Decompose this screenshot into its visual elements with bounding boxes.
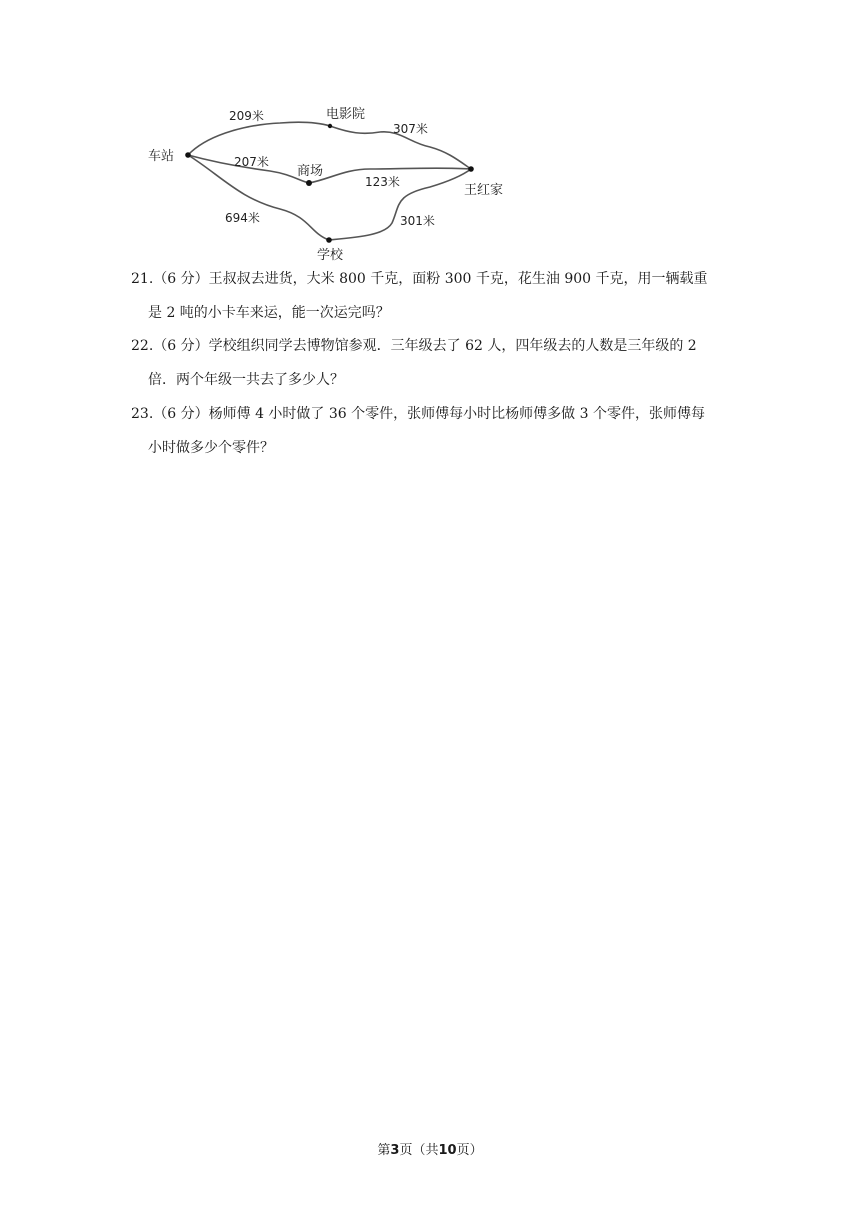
question-score: （6 分） [153,338,209,354]
question-score: （6 分） [153,406,209,422]
route-map-diagram [130,95,530,270]
label-cinema: 电影院 [326,107,366,122]
question-number: 23. [131,406,154,422]
question-text-line1: 学校组织同学去博物馆参观．三年级去了 62 人，四年级去的人数是三年级的 2 [208,338,697,354]
cinema-point [328,124,332,128]
question-text-line1: 杨师傅 4 小时做了 36 个零件，张师傅每小时比杨师傅多做 3 个零件，张师傅每 [208,406,705,422]
road-school-home [329,169,471,240]
school-point [326,237,332,243]
footer-middle: 页（共 [399,1143,439,1158]
label-station: 车站 [148,149,175,164]
page-footer [0,1139,860,1158]
question-22 [131,329,731,397]
distance-station-cinema: 209米 [229,109,264,123]
distance-school-home: 301米 [400,214,435,228]
station-point [185,152,191,158]
footer-page-number: 3 [390,1143,400,1158]
question-text-line2: 倍．两个年级一共去了多少人？ [148,372,344,388]
home-point [468,166,474,172]
footer-prefix: 第 [377,1143,391,1158]
label-school: 学校 [317,248,344,263]
label-wang-home: 王红家 [464,183,504,198]
distance-station-mall: 207米 [234,155,269,169]
question-21 [131,262,731,330]
question-text-line2: 小时做多少个零件？ [148,440,274,456]
mall-point [306,180,312,186]
question-score: （6 分） [153,271,209,287]
question-23 [131,397,731,465]
question-number: 22. [131,338,154,354]
label-mall: 商场 [297,164,324,179]
distance-station-school: 694米 [225,211,260,225]
distance-cinema-home: 307米 [393,122,428,136]
distance-mall-home: 123米 [365,175,400,189]
road-station-cinema [188,122,330,155]
question-text-line1: 王叔叔去进货，大米 800 千克，面粉 300 千克，花生油 900 千克，用一辆载重 [208,271,708,287]
footer-total-pages: 10 [438,1143,457,1158]
question-number: 21. [131,271,154,287]
question-text-line2: 是 2 吨的小卡车来运，能一次运完吗？ [148,305,390,321]
footer-suffix: 页） [456,1143,483,1158]
